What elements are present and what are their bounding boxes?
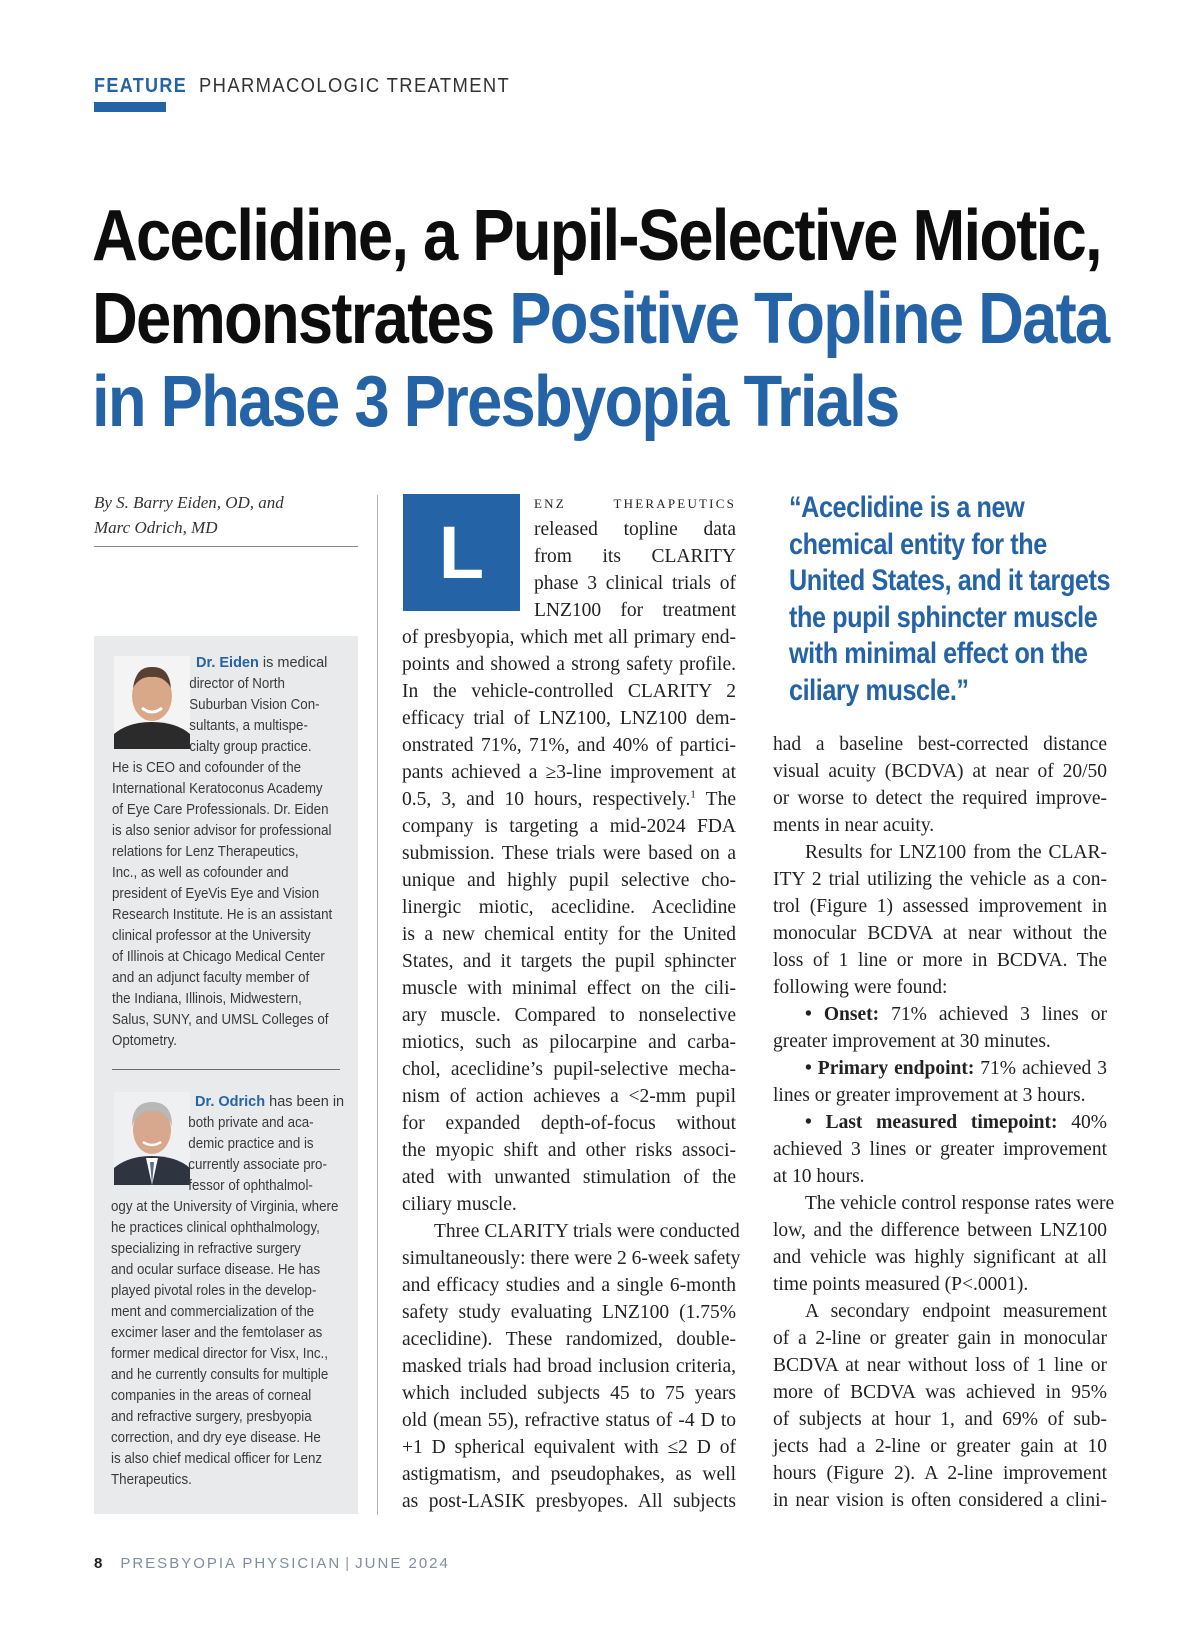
body-line: visual acuity (BCDVA) at near of 20/50 [773, 761, 1107, 782]
pull-quote-line: the pupil sphincter muscle [789, 600, 1098, 634]
bio-line: the Indiana, Illinois, Midwestern, [112, 991, 302, 1007]
footnote-reference: 1 [690, 788, 696, 801]
eiden-name: Dr. Eiden [196, 655, 259, 671]
body-line: monocular BCDVA at near without the [773, 923, 1107, 944]
body-line: astigmatism, and pseudophakes, as well [402, 1464, 736, 1485]
bio-line: is medical [258, 655, 328, 671]
body-line: phase 3 clinical trials of [534, 573, 736, 594]
bio-line: played pivotal roles in the develop- [111, 1283, 317, 1299]
body-line: ated with unwanted stimulation of the [402, 1167, 736, 1188]
body-line: unique and highly pupil selective cho- [402, 870, 736, 891]
byline-divider [94, 546, 358, 547]
body-line: LNZ100 for treatment [534, 600, 736, 621]
body-line: company is targeting a mid-2024 FDA [402, 816, 736, 837]
pull-quote-line: United States, and it targets [789, 564, 1111, 597]
bio-line: he practices clinical ophthalmology, [111, 1220, 320, 1236]
bullet-text: 40% [1057, 1112, 1107, 1133]
body-line: BCDVA at near without loss of 1 line or [773, 1355, 1107, 1376]
body-line: +1 D spherical equivalent with ≤2 D of [402, 1437, 736, 1458]
body-line: which included subjects 45 to 75 years [402, 1383, 736, 1404]
body-line: as post-LASIK presbyopes. All subjects [402, 1491, 736, 1512]
body-line: hours (Figure 2). A 2-line improvement [773, 1463, 1107, 1484]
bio-line: Inc., as well as cofounder and [112, 865, 289, 881]
body-line: following were found: [773, 977, 948, 998]
bio-line: He is CEO and cofounder of the [112, 760, 302, 776]
bio-line: currently associate pro- [188, 1157, 327, 1173]
pull-quote-line: ciliary muscle.” [789, 673, 969, 707]
body-line: loss of 1 line or more in BCDVA. The [773, 950, 1107, 971]
body-line: ary muscle. Compared to nonselective [402, 1005, 736, 1026]
bio-line: companies in the areas of corneal [111, 1388, 312, 1404]
odrich-bio [111, 1092, 355, 1491]
bullet-text: achieved 3 lines or greater improvement [773, 1139, 1107, 1160]
page-number: 8 [94, 1555, 105, 1572]
byline [94, 490, 354, 540]
body-line: masked trials had broad inclusion criteria, [402, 1356, 736, 1377]
body-line: ments in near acuity. [773, 815, 935, 836]
pull-quote-line: “Aceclidine is a new [789, 491, 1025, 524]
bio-line: ogy at the University of Virginia, where [111, 1199, 339, 1215]
body-line: of presbyopia, which met all primary end- [402, 627, 736, 648]
bio-line: both private and aca- [188, 1115, 314, 1131]
bio-line: former medical director for Visx, Inc., [111, 1346, 328, 1362]
body-line: The vehicle control response rates were [805, 1193, 1115, 1214]
bio-line: relations for Lenz Therapeutics, [112, 844, 299, 860]
body-line [402, 786, 736, 813]
body-line: chol, aceclidine’s pupil-selective mecha- [402, 1059, 736, 1080]
body-line: simultaneously: there were 2 6-week safety [402, 1248, 741, 1269]
body-line: for expanded depth-of-focus without [402, 1113, 736, 1134]
body-line: ciliary muscle. [402, 1194, 517, 1215]
pull-quote [789, 490, 1119, 709]
drop-cap: L [403, 494, 520, 611]
bio-line: and refractive surgery, presbyopia [111, 1409, 312, 1425]
bio-line: Therapeutics. [111, 1472, 192, 1488]
body-line: points and showed a strong safety profile. [402, 654, 736, 675]
eiden-bio [112, 653, 352, 1052]
body-line: more of BCDVA was achieved in 95% [773, 1382, 1107, 1403]
bullet-last-timepoint [773, 1109, 1107, 1136]
body-line: from its CLARITY [534, 546, 736, 567]
bio-line: excimer laser and the femtolaser as [111, 1325, 323, 1341]
pull-quote-line: chemical entity for the [789, 527, 1047, 561]
body-line: in near vision is often considered a clini- [773, 1490, 1107, 1511]
bio-line: cialty group practice. [189, 739, 312, 755]
headline-line-2 [92, 278, 1109, 361]
body-line: linergic miotic, aceclidine. Aceclidine [402, 897, 736, 918]
bullet-label: • Primary endpoint: [805, 1058, 975, 1079]
bullet-primary-endpoint [773, 1055, 1107, 1082]
body-line: time points measured (P<.0001). [773, 1274, 1029, 1295]
bio-line: of Eye Care Professionals. Dr. Eiden [112, 802, 329, 818]
pull-quote-line: with minimal effect on the [789, 637, 1088, 670]
body-line: low, and the difference between LNZ100 [773, 1220, 1107, 1241]
bio-line: is also chief medical officer for Lenz [111, 1451, 323, 1467]
body-line: released topline data [534, 519, 736, 540]
body-line: trol (Figure 1) assessed improvement in [773, 896, 1107, 917]
body-line: In the vehicle-controlled CLARITY 2 [402, 681, 736, 702]
body-line: and efficacy studies and a single 6-month [402, 1275, 736, 1296]
bio-line: specializing in refractive surgery [111, 1241, 301, 1257]
body-line: onstrated 71%, 71%, and 40% of partici- [402, 735, 736, 756]
bio-line: Optometry. [112, 1033, 177, 1049]
author-bio-sidebar [94, 636, 358, 1514]
bullet-text: greater improvement at 30 minutes. [773, 1031, 1051, 1052]
issue-date: JUNE 2024 [355, 1555, 450, 1572]
body-line: of a 2-line or greater gain in monocular [773, 1328, 1107, 1349]
body-line: or worse to detect the required improve- [773, 788, 1107, 809]
bio-line: director of North [189, 676, 285, 692]
bullet-text: at 10 hours. [773, 1166, 865, 1187]
body-line: muscle with minimal effect on the cili- [402, 978, 736, 999]
bio-line: and he currently consults for multiple [111, 1367, 329, 1383]
body-line-text: 0.5, 3, and 10 hours, respectively. [402, 789, 691, 810]
bio-line: and ocular surface disease. He has [111, 1262, 321, 1278]
odrich-name: Dr. Odrich [195, 1094, 266, 1110]
body-line: aceclidine). These randomized, double- [402, 1329, 736, 1350]
body-line: States, and it targets the pupil sphincter [402, 951, 736, 972]
body-line: miotics, such as pilocarpine and carba- [402, 1032, 736, 1053]
bio-divider [112, 1069, 340, 1070]
bullet-text: 71% achieved 3 [974, 1058, 1107, 1079]
body-line: the myopic shift and other risks associ- [402, 1140, 736, 1161]
body-line: efficacy trial of LNZ100, LNZ100 dem- [402, 708, 736, 729]
article-column-3 [773, 731, 1115, 1514]
section-accent-bar [94, 102, 166, 112]
body-line: Three CLARITY trials were conducted [434, 1221, 740, 1242]
body-line: and vehicle was highly significant at all [773, 1247, 1107, 1268]
section-label: FEATURE [94, 75, 188, 97]
bullet-text: 71% achieved 3 lines or [879, 1004, 1108, 1025]
headline-line-2-blue: Positive Topline Data [509, 279, 1109, 359]
bio-line: ment and commercialization of the [111, 1304, 315, 1320]
byline-line-1: By S. Barry Eiden, OD, and [94, 493, 284, 512]
page-footer [94, 1555, 450, 1572]
body-line: submission. These trials were based on a [402, 843, 736, 864]
bio-line: president of EyeVis Eye and Vision [112, 886, 320, 902]
section-topic: PHARMACOLOGIC TREATMENT [198, 75, 510, 97]
headline-line-1: Aceclidine, a Pupil-Selective Miotic, [92, 196, 1101, 276]
headline-line-3: in Phase 3 Presbyopia Trials [92, 362, 899, 442]
bullet-text: lines or greater improvement at 3 hours. [773, 1085, 1086, 1106]
body-line: ITY 2 trial utilizing the vehicle as a con- [773, 869, 1107, 890]
body-line: nism of action achieves a <2-mm pupil [402, 1086, 736, 1107]
body-line: enz therapeutics [534, 492, 736, 512]
body-line: had a baseline best-corrected distance [773, 734, 1107, 755]
body-line: Results for LNZ100 from the CLAR- [805, 842, 1107, 863]
publication-name: PRESBYOPIA PHYSICIAN [120, 1555, 342, 1572]
bio-line: and an adjunct faculty member of [112, 970, 310, 986]
body-line-text: The [695, 789, 736, 810]
bio-line: International Keratoconus Academy [112, 781, 323, 797]
article-headline [92, 195, 1152, 444]
body-line: pants achieved a ≥3-line improvement at [402, 762, 736, 783]
byline-line-2: Marc Odrich, MD [94, 518, 218, 537]
bio-line: is also senior advisor for professional [112, 823, 332, 839]
body-line: A secondary endpoint measurement [805, 1301, 1107, 1322]
body-line: old (mean 55), refractive status of -4 D to [402, 1410, 736, 1431]
body-line: is a new chemical entity for the United [402, 924, 736, 945]
bullet-label: • Last measured timepoint: [805, 1112, 1058, 1133]
bullet-onset [773, 1001, 1107, 1028]
bio-line: has been in [265, 1094, 345, 1110]
headline-line-2-black: Demonstrates [92, 279, 510, 359]
body-line: jects had a 2-line or greater gain at 10 [773, 1436, 1107, 1457]
bio-line: correction, and dry eye disease. He [111, 1430, 321, 1446]
body-line: of subjects at hour 1, and 69% of sub- [773, 1409, 1107, 1430]
bio-line: Research Institute. He is an assistant [112, 907, 333, 923]
column-divider [377, 495, 378, 1515]
section-tag [94, 72, 537, 100]
bio-line: Suburban Vision Con- [189, 697, 320, 713]
bio-line: sultants, a multispe- [189, 718, 308, 734]
bio-line: fessor of ophthalmol- [188, 1178, 313, 1194]
footer-separator: | [345, 1555, 352, 1572]
bio-line: demic practice and is [188, 1136, 314, 1152]
bio-line: clinical professor at the University [112, 928, 311, 944]
bio-line: Salus, SUNY, and UMSL Colleges of [112, 1012, 329, 1028]
bullet-label: • Onset: [805, 1004, 880, 1025]
article-column-2 [402, 489, 741, 1515]
bio-line: of Illinois at Chicago Medical Center [112, 949, 325, 965]
body-line: safety study evaluating LNZ100 (1.75% [402, 1302, 736, 1323]
